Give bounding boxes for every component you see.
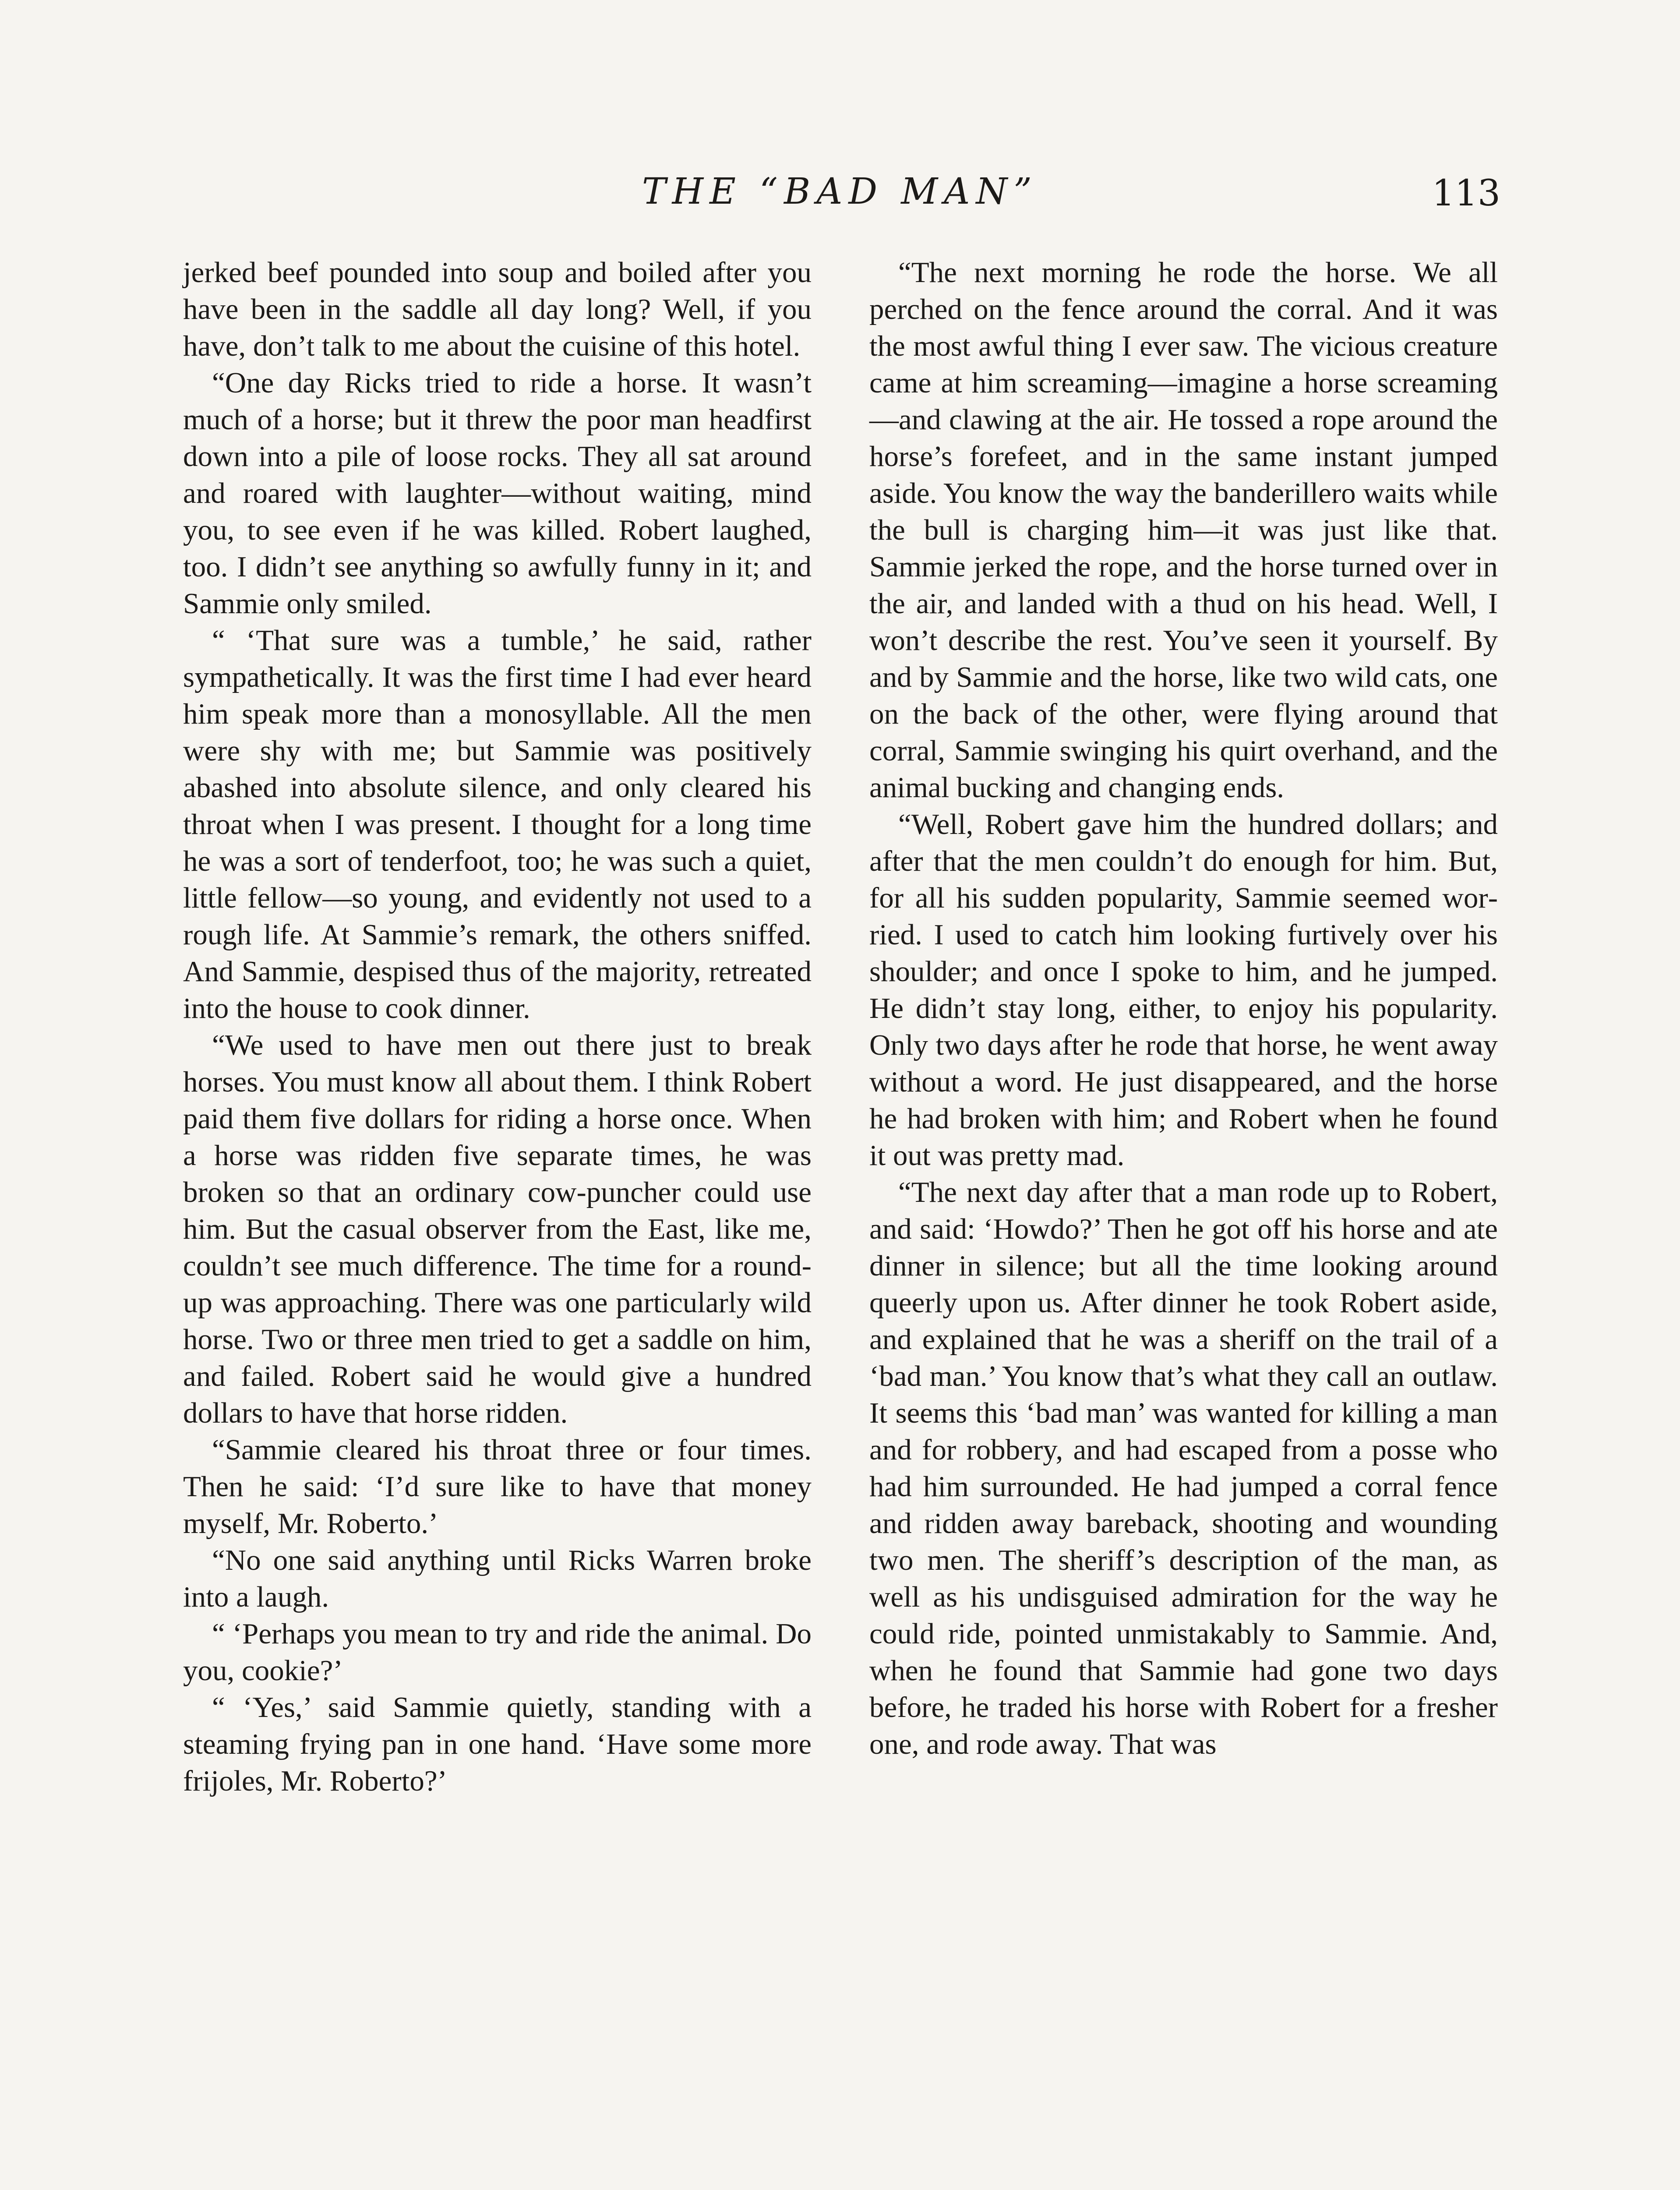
running-head [0,171,1680,223]
running-title: THE “BAD MAN” [642,171,1038,212]
left-column [183,254,812,1799]
paragraph: “ ‘That sure was a tumble,’ he said, rather sympathetically. It was the first time I had ever heard him speak more than a monosyllable. All the men were shy with me; but Sammie was positively abashed into absolute silence, and only cleared his throat when I was present. I thought for a long time he was a sort of tenderfoot, too; he was such a quiet, little fellow—so young, and evidently not used to a rough life. At Sammie’s remark, the others sniffed. And Sammie, despised thus of the majority, retreated into the house to cook dinner. [183,624,812,1024]
right-column [869,254,1498,1763]
paragraph: “No one said anything until Ricks Warren broke into a laugh. [183,1544,812,1613]
paragraph: jerked beef pounded into soup and boiled after you have been in the saddle all day long? Well, if you have, don’t talk to me about the cuisine of this hotel. [183,256,812,362]
paragraph: “The next day after that a man rode up to Robert, and said: ‘Howdo?’ Then he got off his horse and ate dinner in silence; but all the time looking around queerly upon us. After dinner he took Robert aside, and explained that he was a sheriff on the trail of a ‘bad man.’ You know that’s what they call an outlaw. It seems this ‘bad man’ was wanted for killing a man and for robbery, and had escaped from a posse who had him surrounded. He had jumped a corral fence and ridden away bareback, shooting and wounding two men. The sheriff’s description of the man, as well as his undisguised admiration for the way he could ride, pointed unmistakably to Sammie. And, when he found that Sammie had gone two days before, he traded his horse with Robert for a fresher one, and rode away. That was [869,1176,1498,1760]
page-number: 113 [1432,173,1500,214]
paragraph: “ ‘Yes,’ said Sammie quietly, standing with a steaming frying pan in one hand. ‘Have some more frijoles, Mr. Roberto?’ [183,1691,812,1797]
paragraph: “The next morning he rode the horse. We all perched on the fence around the corral. And it was the most awful thing I ever saw. The vicious creature came at him screaming—imagine a horse screaming—and clawing at the air. He tossed a rope around the horse’s forefeet, and in the same instant jumped aside. You know the way the banderillero waits while the bull is charging him—it was just like that. Sammie jerked the rope, and the horse turned over in the air, and landed with a thud on his head. Well, I won’t describe the rest. You’ve seen it yourself. By and by Sammie and the horse, like two wild cats, one on the back of the other, were flying around that corral, Sammie swinging his quirt overhand, and the animal bucking and changing ends. [869,256,1498,804]
paragraph: “ ‘Perhaps you mean to try and ride the animal. Do you, cookie?’ [183,1618,812,1687]
paragraph: “Well, Robert gave him the hundred dollars; and after that the men couldn’t do enough for him. But, for all his sudden popularity, Sammie seemed worried. I used to catch him looking furtively over his shoulder; and once I spoke to him, and he jumped. He didn’t stay long, either, to enjoy his popularity. Only two days after he rode that horse, he went away without a word. He just disappeared, and the horse he had broken with him; and Robert when he found it out was pretty mad. [869,808,1498,1172]
paragraph: “One day Ricks tried to ride a horse. It wasn’t much of a horse; but it threw the poor man headfirst down into a pile of loose rocks. They all sat around and roared with laughter—without waiting, mind you, to see even if he was killed. Robert laughed, too. I didn’t see anything so awfully funny in it; and Sammie only smiled. [183,367,812,620]
paragraph: “Sammie cleared his throat three or four times. Then he said: ‘I’d sure like to have that money myself, Mr. Roberto.’ [183,1434,812,1540]
paragraph: “We used to have men out there just to break horses. You must know all about them. I think Robert paid them five dollars for riding a horse once. When a horse was ridden five separate times, he was broken so that an ordinary cow-puncher could use him. But the casual observer from the East, like me, couldn’t see much difference. The time for a round-up was approaching. There was one particularly wild horse. Two or three men tried to get a saddle on him, and failed. Robert said he would give a hundred dollars to have that horse ridden. [183,1029,812,1429]
